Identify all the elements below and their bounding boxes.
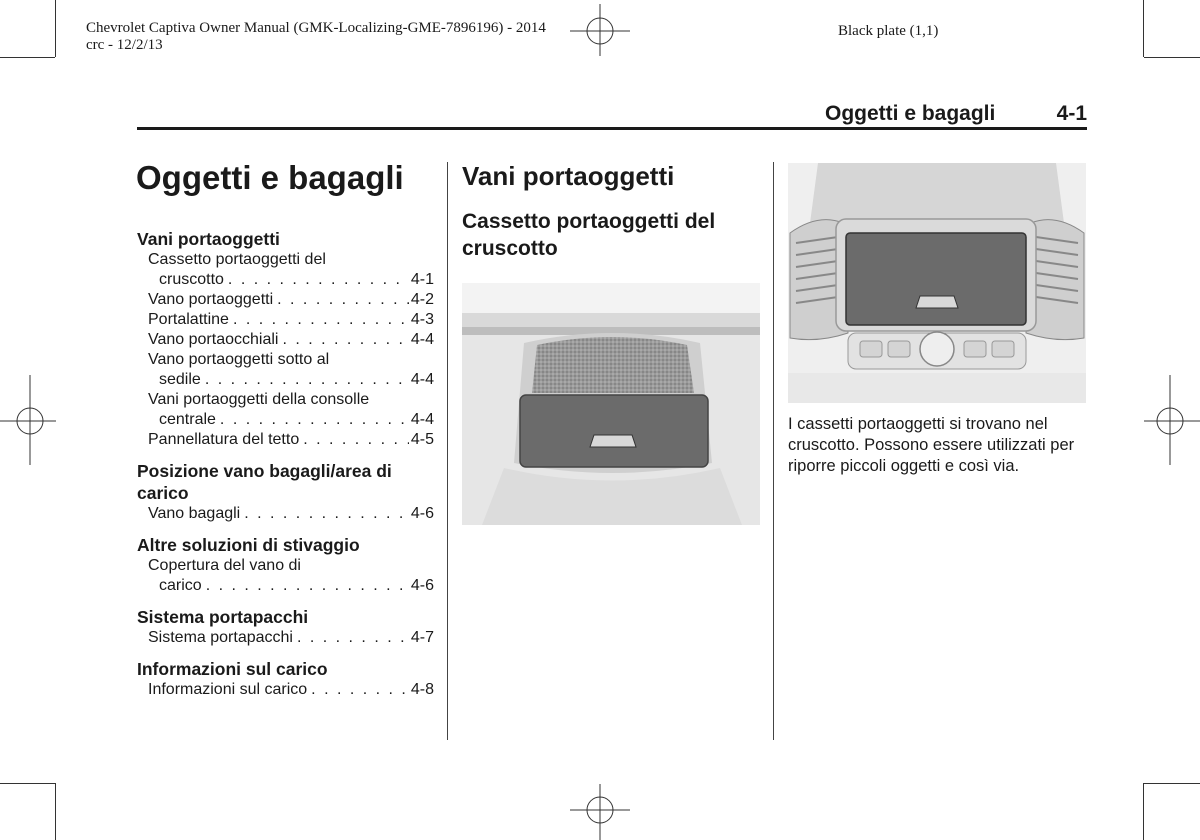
toc-page: 4-6 <box>410 505 434 522</box>
toc-entry-continuation[interactable] <box>137 270 434 290</box>
toc-leader <box>220 411 409 429</box>
toc-entry-text: Cassetto portaoggetti del <box>148 251 326 268</box>
toc-page: 4-4 <box>410 331 434 348</box>
crop-mark <box>1143 0 1144 57</box>
toc-entry[interactable] <box>137 504 434 524</box>
toc-leader <box>228 271 409 289</box>
toc-entry-text: Vano portaoggetti sotto al <box>148 351 330 368</box>
toc-leader <box>277 291 409 309</box>
toc-entry-text: Vano portaocchiali <box>148 331 279 348</box>
section-header-title: Oggetti e bagagli <box>825 102 996 125</box>
running-header-date: crc - 12/2/13 <box>86 37 163 53</box>
column-divider <box>447 162 448 740</box>
toc-leader <box>244 505 409 523</box>
table-of-contents <box>137 228 434 710</box>
toc-entry-continuation[interactable] <box>137 370 434 390</box>
toc-group <box>137 228 434 450</box>
toc-entry-text: cruscotto <box>159 271 224 288</box>
toc-leader <box>233 311 409 329</box>
toc-page: 4-2 <box>410 291 434 308</box>
toc-leader <box>297 629 409 647</box>
toc-entry-text: sedile <box>159 371 201 388</box>
toc-heading: Sistema portapacchi <box>137 607 309 627</box>
toc-entry-text: Vano bagagli <box>148 505 241 522</box>
column-divider <box>773 162 774 740</box>
registration-mark-icon <box>1144 375 1200 465</box>
toc-entry-text: Vani portaoggetti della consolle <box>148 391 370 408</box>
registration-mark-icon <box>570 784 630 840</box>
toc-entry[interactable] <box>137 330 434 350</box>
toc-entry-text: Sistema portapacchi <box>148 629 293 646</box>
toc-entry[interactable] <box>137 290 434 310</box>
toc-heading: Informazioni sul carico <box>137 659 328 679</box>
toc-entry[interactable] <box>137 556 434 576</box>
crop-mark <box>55 0 56 57</box>
crop-mark <box>1143 783 1144 840</box>
toc-entry[interactable] <box>137 680 434 700</box>
toc-group <box>137 534 434 596</box>
crop-mark <box>0 57 55 58</box>
toc-entry-text: centrale <box>159 411 216 428</box>
section-header-page: 4-1 <box>1056 102 1087 125</box>
crop-mark <box>0 783 55 784</box>
toc-entry-text: Portalattine <box>148 311 229 328</box>
toc-entry-text: carico <box>159 577 202 594</box>
toc-entry[interactable] <box>137 390 434 410</box>
toc-page: 4-7 <box>410 629 434 646</box>
plate-label: Black plate (1,1) <box>838 23 939 39</box>
toc-leader <box>205 371 409 389</box>
toc-page: 4-4 <box>410 371 434 388</box>
toc-entry-text: Vano portaoggetti <box>148 291 274 308</box>
toc-entry[interactable] <box>137 350 434 370</box>
crop-mark <box>1144 783 1200 784</box>
toc-group <box>137 658 434 700</box>
toc-page: 4-1 <box>410 271 434 288</box>
toc-heading: Altre soluzioni di stivaggio <box>137 535 360 555</box>
toc-entry-continuation[interactable] <box>137 576 434 596</box>
toc-leader <box>303 431 409 449</box>
crop-mark <box>1144 57 1200 58</box>
header-rule <box>137 127 1087 130</box>
toc-page: 4-4 <box>410 411 434 428</box>
toc-entry[interactable] <box>137 430 434 450</box>
section-heading: Vani portaoggetti <box>462 161 675 191</box>
toc-leader <box>282 331 408 349</box>
registration-mark-icon <box>570 4 630 56</box>
storage-compartment-illustration <box>788 163 1086 403</box>
toc-group <box>137 606 434 648</box>
crop-mark <box>55 783 56 840</box>
registration-mark-icon <box>0 375 56 465</box>
glovebox-illustration <box>462 283 760 525</box>
toc-page: 4-3 <box>410 311 434 328</box>
toc-entry-continuation[interactable] <box>137 410 434 430</box>
toc-leader <box>206 577 409 595</box>
toc-entry-text: Informazioni sul carico <box>148 681 308 698</box>
subsection-heading: Cassetto portaoggetti del cruscotto <box>462 210 716 260</box>
toc-leader <box>311 681 409 699</box>
running-header-title: Chevrolet Captiva Owner Manual (GMK-Localizing-GME-7896196) - 2014 <box>86 20 546 36</box>
body-text: I cassetti portaoggetti si trovano nel cruscotto. Possono essere utilizzati per riporre piccoli oggetti e così via. <box>788 415 1075 475</box>
toc-heading: Posizione vano bagagli/area di carico <box>137 461 392 503</box>
toc-entry[interactable] <box>137 310 434 330</box>
toc-page: 4-8 <box>410 681 434 698</box>
toc-entry-text: Copertura del vano di <box>148 557 301 574</box>
toc-page: 4-6 <box>410 577 434 594</box>
toc-entry[interactable] <box>137 628 434 648</box>
chapter-title: Oggetti e bagagli <box>136 159 404 196</box>
toc-group <box>137 460 434 524</box>
toc-entry[interactable] <box>137 250 434 270</box>
toc-heading: Vani portaoggetti <box>137 229 280 249</box>
toc-page: 4-5 <box>410 431 434 448</box>
toc-entry-text: Pannellatura del tetto <box>148 431 300 448</box>
